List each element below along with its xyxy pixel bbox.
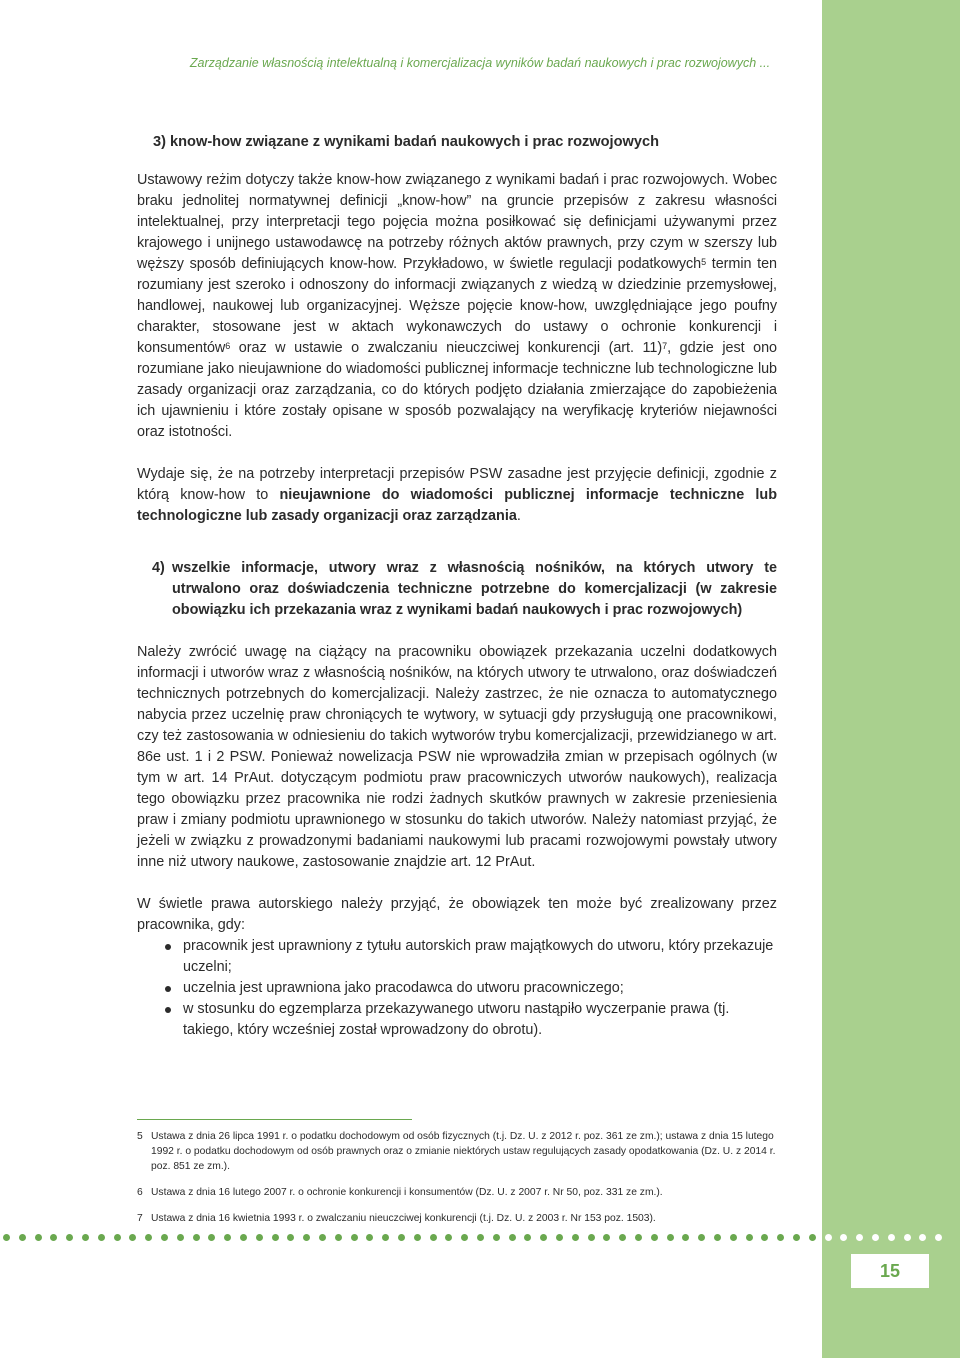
separator-dot [509,1234,516,1241]
separator-dot [477,1234,484,1241]
separator-dot [272,1234,279,1241]
running-header: Zarządzanie własnością intelektualną i komercjalizacja wyników badań naukowych i prac rozwojowych ... [189,56,771,70]
footnote-divider [137,1119,412,1120]
separator-dot [714,1234,721,1241]
footnote-6 [137,1185,777,1200]
footnote-text: Ustawa z dnia 26 lipca 1991 r. o podatku dochodowym od osób fizycznych (t.j. Dz. U. z 2012 r. poz. 361 ze zm.); ustawa z dnia 15 lutego 1992 r. o podatku dochodowym od osób prawnych oraz o zmianie niektórych ustaw regulujących zasady opodatkowania (Dz. U. z 2014 r. poz. 851 ze zm.). [151,1131,776,1172]
separator-dot [746,1234,753,1241]
separator-dot [256,1234,263,1241]
footnote-ref-6[interactable]: 6 [225,341,231,351]
footnote-text: Ustawa z dnia 16 kwietnia 1993 r. o zwalczaniu nieuczciwej konkurencji (t.j. Dz. U. z 2003 r. Nr 153 poz. 1503). [151,1213,656,1224]
separator-dot [524,1234,531,1241]
separator-dot [430,1234,437,1241]
footnote-number: 5 [137,1131,143,1142]
separator-dot [730,1234,737,1241]
separator-dot [193,1234,200,1241]
footnote-number: 6 [137,1187,143,1198]
section-4-paragraph-2: W świetle prawa autorskiego należy przyjąć, że obowiązek ten może być zrealizowany przez pracownika, gdy: [137,896,777,933]
list-item: uczelnia jest uprawniona jako pracodawca do utworu pracowniczego; [165,978,777,999]
separator-dot [98,1234,105,1241]
separator-dot [114,1234,121,1241]
separator-dot [366,1234,373,1241]
footnote-ref-5[interactable]: 5 [701,257,707,267]
separator-dot [19,1234,26,1241]
separator-dot [445,1234,452,1241]
separator-dot [50,1234,57,1241]
separator-dot [904,1234,911,1241]
page-number: 15 [879,1260,901,1281]
conditions-list [137,936,777,1041]
know-how-definition: nieujawnione do wiadomości publicznej informacje techniczne lub technologiczne lub zasady organizacji oraz zarządzania [137,487,778,524]
separator-dot [540,1234,547,1241]
separator-dot [572,1234,579,1241]
separator-dot [856,1234,863,1241]
section-4-paragraph-1: Należy zwrócić uwagę na ciążący na pracowniku obowiązek przekazania uczelni dodatkowych informacji i utworów wraz z własnością nośników, na których utwory te utrwalono, oraz doświadczeń technicznych potrzebnych do komercjalizacji. Należy zastrzec, że nie oznacza to automatycznego nabycia przez uczelnię praw chroniących te wytwory, w sytuacji gdy przysługują one pracownikowi, czy też zastosowania w odniesieniu do takich wytworów trybu komercjalizacji, przewidzianego w art. 86e ust. 1 i 2 PSW. Ponieważ nowelizacja PSW nie wprowadziła zmian w przepisach ogólnych (w tym w art. 14 PrAut. dotyczącym podmiotu praw pracowniczych utworów naukowych), realizacja tego obowiązku przez pracownika nie rodzi żadnych skutków prawnych w zakresie przeniesienia praw i zmiany podmiotu uprawnionego w stosunku do takich utworów. Należy natomiast przyjąć, że jeżeli w związku z prowadzonymi badaniami naukowymi lub pracami rozwojowymi powstały utwory inne niż utwory naukowe, zastosowanie znajdzie art. 12 PrAut. [137,644,777,870]
footnotes [137,1129,777,1237]
separator-dot [935,1234,942,1241]
separator-dot [224,1234,231,1241]
main-content [137,134,777,1041]
separator-dot [872,1234,879,1241]
separator-dot [461,1234,468,1241]
separator-dot [667,1234,674,1241]
separator-dot [840,1234,847,1241]
separator-dot [651,1234,658,1241]
separator-dot [825,1234,832,1241]
separator-dot [493,1234,500,1241]
separator-dot [414,1234,421,1241]
separator-dot [809,1234,816,1241]
footnote-7 [137,1211,777,1226]
green-margin-strip [822,0,960,1358]
separator-dot [208,1234,215,1241]
separator-dot [619,1234,626,1241]
separator-dot [556,1234,563,1241]
separator-dot [240,1234,247,1241]
separator-dot [177,1234,184,1241]
separator-dot [303,1234,310,1241]
separator-dot [82,1234,89,1241]
separator-dot [161,1234,168,1241]
footnote-ref-7[interactable]: 7 [662,341,668,351]
footnote-5 [137,1129,777,1174]
section-3-paragraph-1: Ustawowy reżim dotyczy także know-how związanego z wynikami badań i prac rozwojowych. Wobec braku jednolitej normatywnej definicji „know-how” na gruncie przepisów z zakresu własności intelektualnej, przy interpretacji tego pojęcia można posiłkować się definicjami używanymi przez krajowego i unijnego ustawodawcę na potrzeby różnych aktów prawnych, przy czym w szerszy lub węższy sposób definiujących know-how. Przykładowo, w świetle regulacji podatkowych$^5$ termin ten rozumiany jest szeroko i odnoszony do informacji związanych z wiedzą w dziedzinie przemysłowej, handlowej, naukowej lub organizacyjnej. Węższe pojęcie know-how, uwzględniające jego poufny charakter, stosowane jest w aktach wykonawczych do ustawy o ochronie konkurencji i konsumentów$^6$ oraz w ustawie o zwalczaniu nieuczciwej konkurencji (art. 11)$^7$, gdzie jest ono rozumiane jako nieujawnione do wiadomości publicznej informacje techniczne lub technologiczne lub zasady organizacji oraz zarządzania, co do których podjęto działania zmierzające do zapobieżenia ich ujawnieniu i które zostały opisane w sposób pozwalający na weryfikację kryteriów niejawności oraz istotności. [137,172,778,440]
section-3-paragraph-2: Wydaje się, że na potrzeby interpretacji przepisów PSW zasadne jest przyjęcie definicji, zgodnie z którą know-how to nieujawnione do wiadomości publicznej informacje techniczne lub technologiczne lub zasady organizacji oraz zarządzania. [137,466,778,524]
section-4-number: 4) [152,560,165,576]
separator-dot [351,1234,358,1241]
separator-dot [129,1234,136,1241]
separator-dot [682,1234,689,1241]
separator-dot [287,1234,294,1241]
separator-dot [398,1234,405,1241]
separator-dot [793,1234,800,1241]
separator-dot [66,1234,73,1241]
section-4-title: wszelkie informacje, utwory wraz z własnością nośników, na których utwory te utrwalono oraz doświadczenia techniczne potrzebne do komercjalizacji (w zakresie obowiązku ich przekazania wraz z wynikami badań naukowych i prac rozwojowych) [172,560,777,618]
separator-dot [919,1234,926,1241]
separator-dot [319,1234,326,1241]
separator-dot [635,1234,642,1241]
dotted-separator [0,1234,960,1244]
section-3-heading: 3) know-how związane z wynikami badań naukowych i prac rozwojowych [153,134,660,150]
separator-dot [698,1234,705,1241]
separator-dot [603,1234,610,1241]
footnote-text: Ustawa z dnia 16 lutego 2007 r. o ochronie konkurencji i konsumentów (Dz. U. z 2007 r. Nr 50, poz. 331 ze zm.). [151,1187,663,1198]
page-number-box [851,1254,929,1288]
separator-dot [35,1234,42,1241]
separator-dot [145,1234,152,1241]
separator-dot [335,1234,342,1241]
separator-dot [382,1234,389,1241]
separator-dot [888,1234,895,1241]
list-item: pracownik jest uprawniony z tytułu autorskich praw majątkowych do utworu, który przekazuje uczelni; [165,936,777,978]
separator-dot [777,1234,784,1241]
separator-dot [3,1234,10,1241]
list-item: w stosunku do egzemplarza przekazywanego utworu nastąpiło wyczerpanie prawa (tj. takiego, który wcześniej został wprowadzony do obrotu). [165,999,777,1041]
separator-dot [588,1234,595,1241]
section-4-heading [152,558,777,621]
separator-dot [761,1234,768,1241]
footnote-number: 7 [137,1213,143,1224]
